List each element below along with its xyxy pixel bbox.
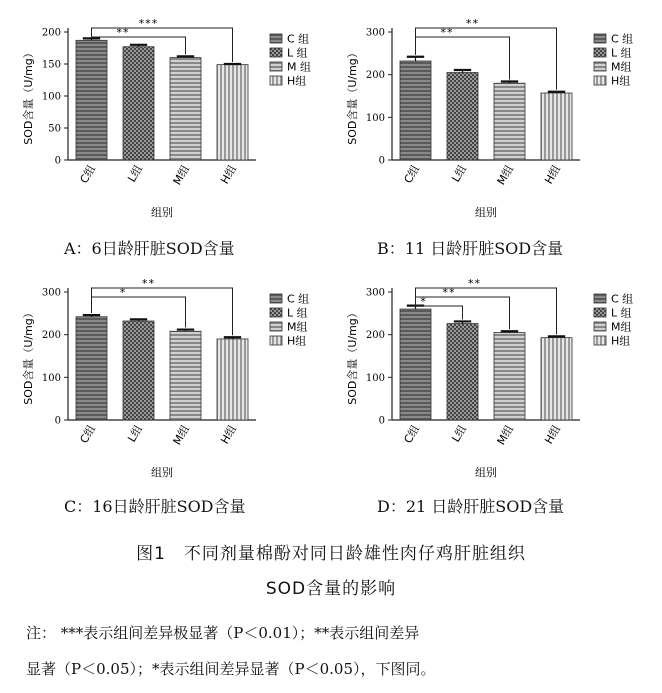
legend-label-c: C 组 xyxy=(611,32,634,46)
x-tick-label: H组 xyxy=(218,163,240,187)
bar-c xyxy=(76,40,107,160)
x-tick-label: L组 xyxy=(449,163,470,185)
x-axis-label: 组别 xyxy=(475,466,497,479)
x-tick-label: C组 xyxy=(401,423,423,446)
significance-label: ** xyxy=(141,277,155,290)
x-tick-label: C组 xyxy=(401,163,423,186)
legend-swatch-m xyxy=(594,322,606,331)
chart-d xyxy=(336,270,656,485)
x-axis-label: 组别 xyxy=(475,206,497,219)
legend-swatch-l xyxy=(594,308,606,317)
bar-l xyxy=(123,321,154,420)
y-tick-label: 0 xyxy=(378,415,385,427)
caption-d: D：21 日龄肝脏SOD含量 xyxy=(377,497,565,516)
legend-swatch-m xyxy=(270,62,282,71)
y-tick-label: 200 xyxy=(365,70,385,82)
figure-note xyxy=(26,615,646,687)
y-tick-label: 300 xyxy=(365,287,385,299)
x-tick-label: M组 xyxy=(494,423,517,448)
y-tick-label: 100 xyxy=(365,372,385,384)
caption-a: A：6日龄肝脏SOD含量 xyxy=(64,239,235,258)
legend-swatch-h xyxy=(270,336,282,345)
bar-c xyxy=(400,61,431,160)
chart-a xyxy=(12,10,332,225)
x-tick-label: L组 xyxy=(449,423,470,445)
y-tick-label: 0 xyxy=(54,415,61,427)
legend-label-m: M组 xyxy=(611,320,632,334)
legend-label-h: H组 xyxy=(611,334,631,348)
y-tick-label: 100 xyxy=(41,372,61,384)
legend-label-l: L 组 xyxy=(611,306,632,320)
significance-label: ** xyxy=(441,286,456,299)
legend-swatch-c xyxy=(594,34,606,43)
bar-m xyxy=(170,58,201,160)
y-tick-label: 0 xyxy=(378,155,385,167)
legend-label-h: H组 xyxy=(287,334,307,348)
legend-label-h: H组 xyxy=(287,74,307,88)
significance-label: * xyxy=(119,286,126,299)
legend-swatch-h xyxy=(270,76,282,85)
significance-label: ** xyxy=(439,26,454,39)
y-axis-label: SOD含量（U/mg） xyxy=(22,307,35,405)
legend-swatch-c xyxy=(594,294,606,303)
note-line-2: 显著（P＜0.05）；*表示组间差异显著（P＜0.05），下图同。 xyxy=(26,660,436,678)
bar-h xyxy=(541,338,572,420)
bar-c xyxy=(400,309,431,420)
x-tick-label: C组 xyxy=(77,423,99,446)
legend-swatch-l xyxy=(270,308,282,317)
x-axis-label: 组别 xyxy=(151,206,173,219)
x-tick-label: H组 xyxy=(218,423,240,447)
legend-label-m: M组 xyxy=(611,60,632,74)
y-tick-label: 0 xyxy=(54,155,61,167)
figure-title-line1: 图1 不同剂量棉酚对同日龄雄性肉仔鸡肝脏组织 xyxy=(136,544,526,564)
x-tick-label: H组 xyxy=(542,423,564,447)
significance-label: * xyxy=(419,295,427,308)
significance-label: ** xyxy=(115,26,130,39)
legend-swatch-l xyxy=(594,48,606,57)
legend-swatch-c xyxy=(270,294,282,303)
note-line-1: 注： ***表示组间差异极显著（P＜0.01）；**表示组间差异 xyxy=(26,624,420,642)
y-tick-label: 200 xyxy=(41,330,61,342)
legend-label-m: M 组 xyxy=(287,60,311,74)
y-axis-label: SOD含量（U/mg） xyxy=(22,47,35,145)
panel-a xyxy=(12,10,332,225)
bar-c xyxy=(76,317,107,420)
x-tick-label: C组 xyxy=(77,163,99,186)
legend-label-h: H组 xyxy=(611,74,631,88)
y-tick-label: 200 xyxy=(365,330,385,342)
bar-m xyxy=(170,331,201,420)
legend-swatch-m xyxy=(594,62,606,71)
legend-label-c: C 组 xyxy=(287,292,310,306)
legend-swatch-l xyxy=(270,48,282,57)
caption-b: B：11 日龄肝脏SOD含量 xyxy=(377,239,564,258)
chart-c xyxy=(12,270,332,485)
y-axis-label: SOD含量（U/mg） xyxy=(346,307,359,405)
bar-h xyxy=(217,339,248,420)
x-tick-label: M组 xyxy=(170,423,193,448)
x-tick-label: L组 xyxy=(125,423,146,445)
x-tick-label: M组 xyxy=(494,163,517,188)
y-tick-label: 200 xyxy=(41,27,61,39)
significance-label: ** xyxy=(465,17,479,30)
legend-label-m: M组 xyxy=(287,320,308,334)
significance-bracket xyxy=(92,288,233,335)
bar-l xyxy=(447,73,478,160)
y-tick-label: 100 xyxy=(41,91,61,103)
bar-m xyxy=(494,83,525,160)
chart-b xyxy=(336,10,656,225)
bar-l xyxy=(123,47,154,160)
bar-h xyxy=(541,93,572,160)
legend-swatch-h xyxy=(594,76,606,85)
legend-label-l: L 组 xyxy=(287,46,308,60)
legend-swatch-h xyxy=(594,336,606,345)
caption-c: C：16日龄肝脏SOD含量 xyxy=(64,497,246,516)
significance-label: ** xyxy=(467,277,481,290)
panel-d xyxy=(336,270,656,485)
legend-label-c: C 组 xyxy=(287,32,310,46)
panel-b xyxy=(336,10,656,225)
bar-l xyxy=(447,324,478,420)
legend-label-c: C 组 xyxy=(611,292,634,306)
x-tick-label: H组 xyxy=(542,163,564,187)
y-tick-label: 300 xyxy=(41,287,61,299)
y-tick-label: 300 xyxy=(365,27,385,39)
y-tick-label: 50 xyxy=(48,123,61,135)
y-axis-label: SOD含量（U/mg） xyxy=(346,47,359,145)
y-tick-label: 150 xyxy=(41,59,61,71)
y-tick-label: 100 xyxy=(365,112,385,124)
legend-swatch-m xyxy=(270,322,282,331)
x-axis-label: 组别 xyxy=(151,466,173,479)
significance-label: *** xyxy=(138,17,158,30)
panel-c xyxy=(12,270,332,485)
x-tick-label: L组 xyxy=(125,163,146,185)
significance-bracket xyxy=(416,288,557,334)
x-tick-label: M组 xyxy=(170,163,193,188)
figure-title-line2: SOD含量的影响 xyxy=(265,579,397,599)
bar-m xyxy=(494,333,525,420)
significance-bracket xyxy=(92,28,233,62)
legend-label-l: L 组 xyxy=(287,306,308,320)
legend-swatch-c xyxy=(270,34,282,43)
legend-label-l: L 组 xyxy=(611,46,632,60)
bar-h xyxy=(217,65,248,160)
